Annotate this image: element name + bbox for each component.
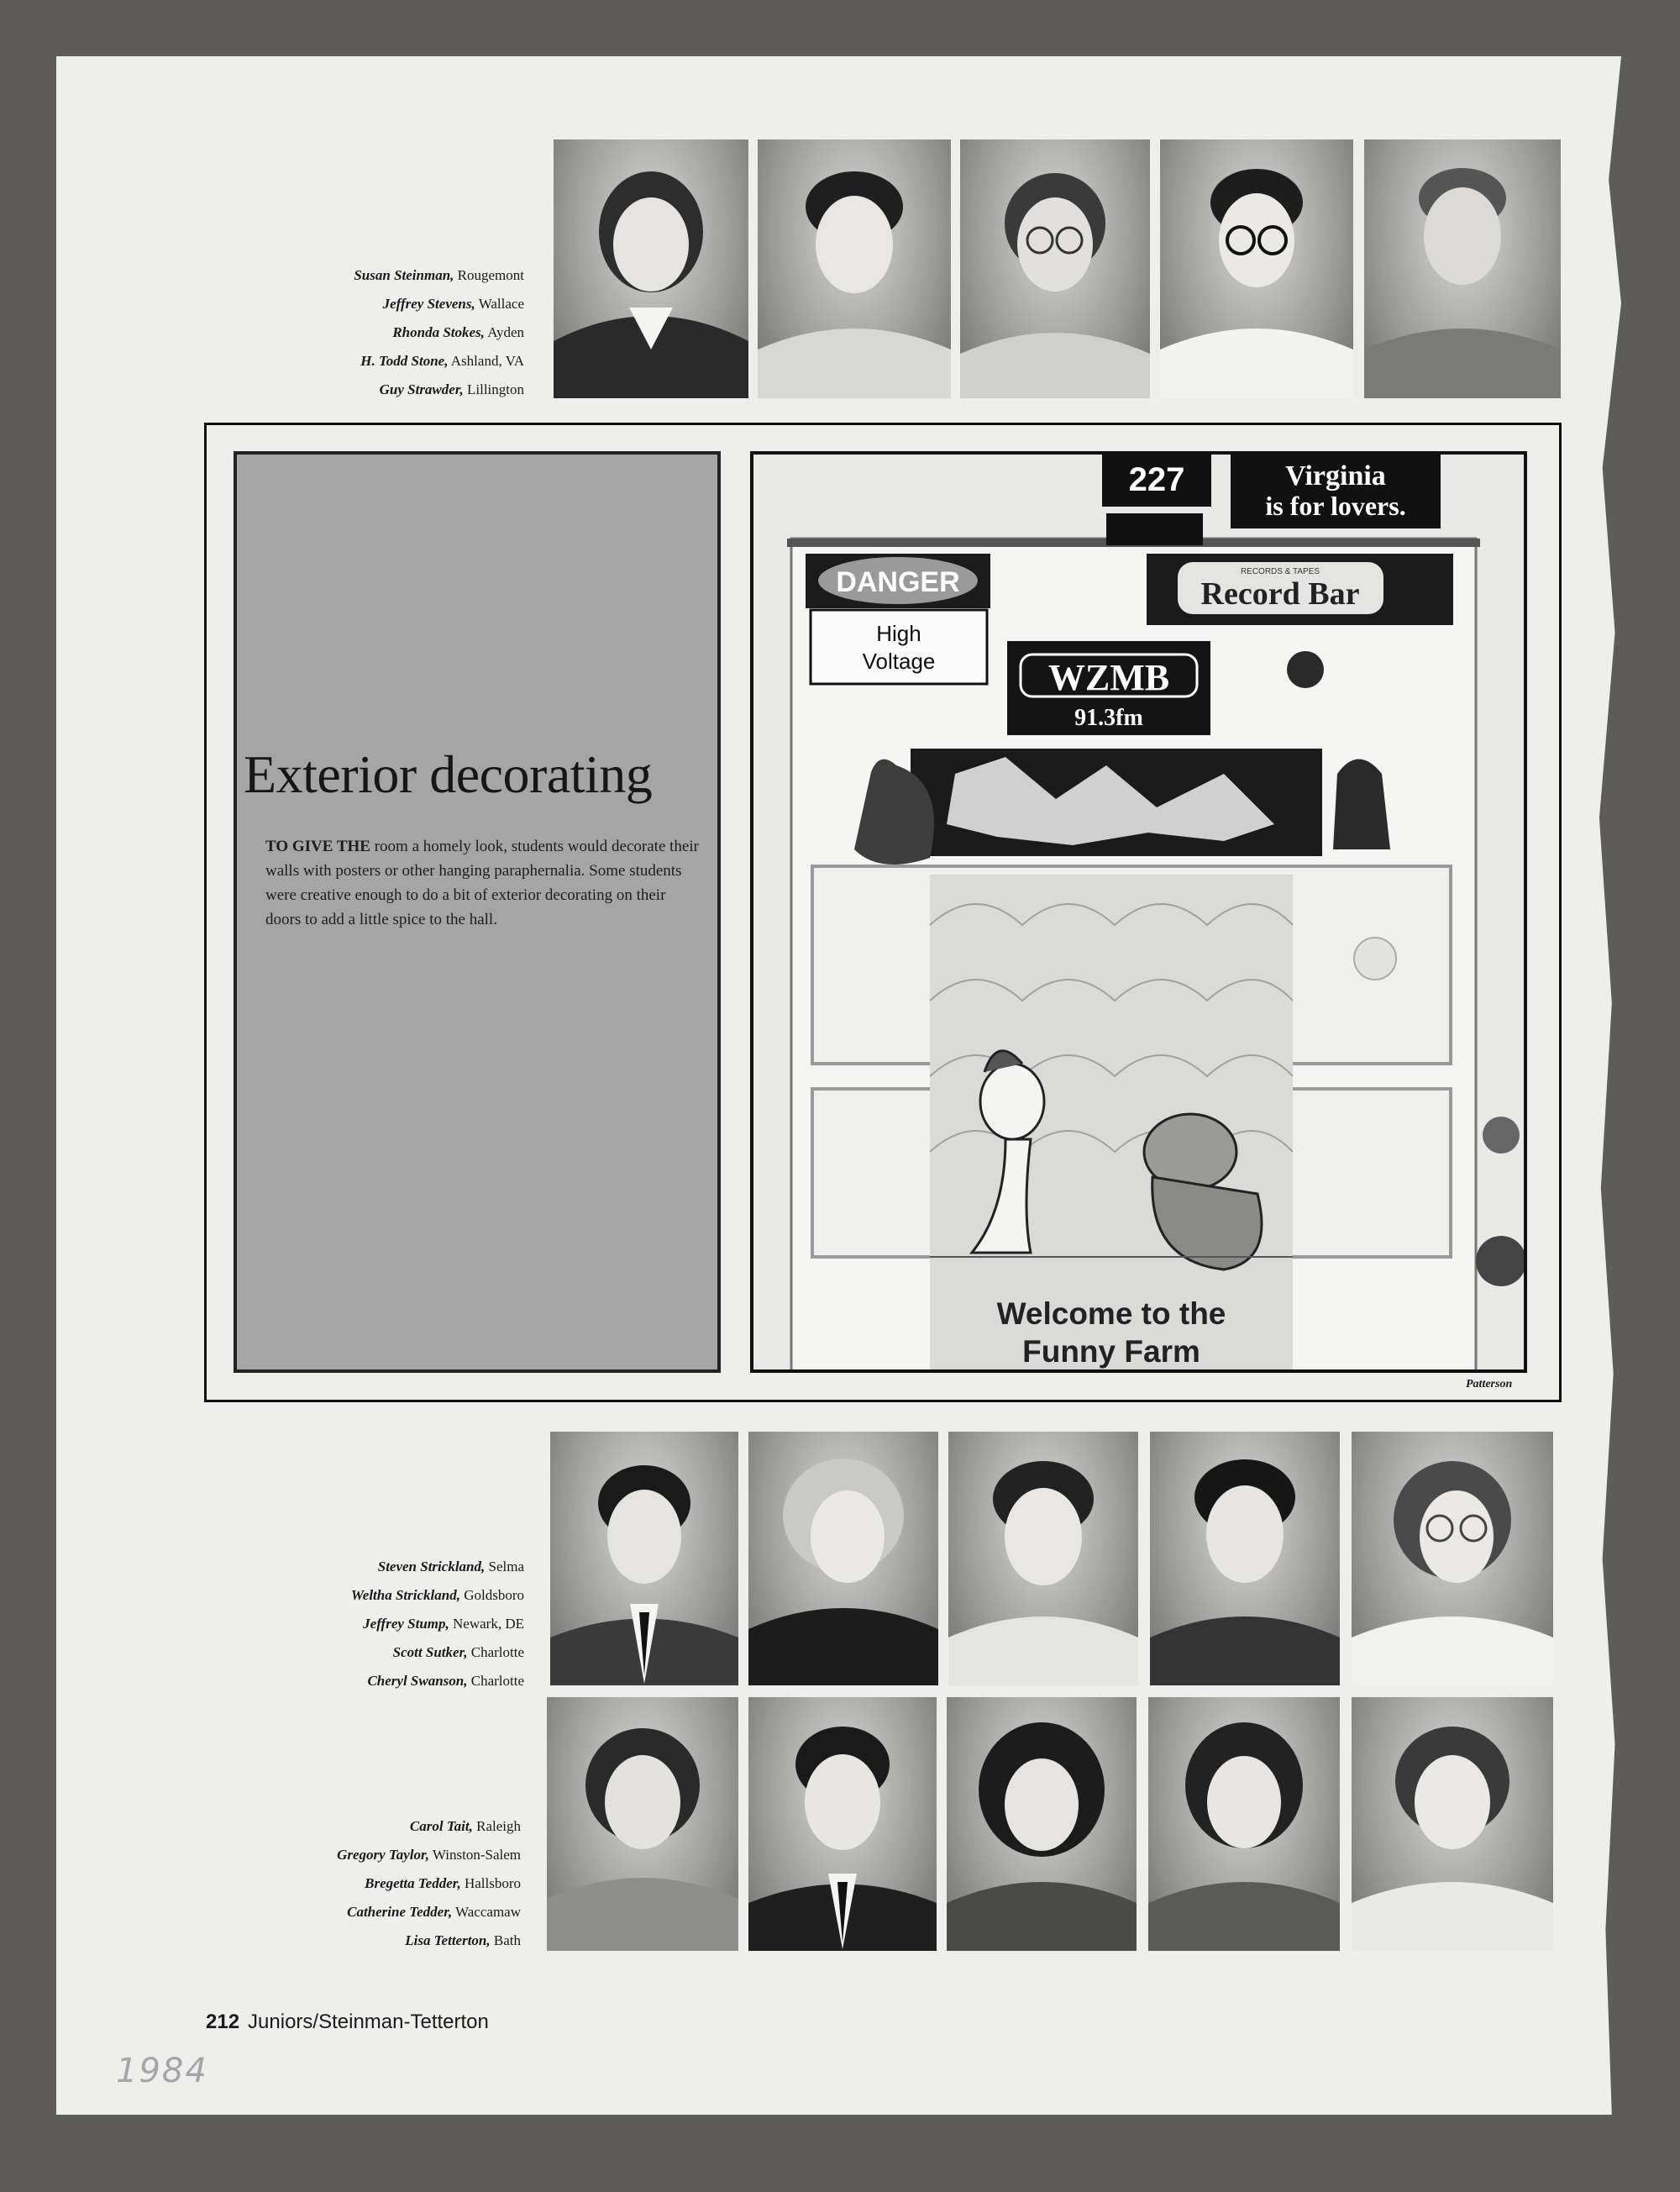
feature-body: TO GIVE THE room a homely look, students would decorate their walls with posters or other hanging paraphernalia. Some students were creative enough to do a bit of exterior decorating on their doors to add a little spice to the hall. xyxy=(265,838,699,928)
portrait-catherine-tedder xyxy=(1148,1697,1340,1951)
handwritten-year: 1984 xyxy=(116,2052,208,2090)
portrait-carol-tait xyxy=(547,1697,738,1951)
portrait-h-todd-stone xyxy=(1160,139,1353,398)
bottom-name-list xyxy=(286,1812,521,1955)
name-row: Steven Strickland, Selma xyxy=(377,1559,524,1574)
name-row: Weltha Strickland, Goldsboro xyxy=(350,1587,524,1603)
name-row: Gregory Taylor, Winston-Salem xyxy=(337,1847,521,1863)
name-row: Carol Tait, Raleigh xyxy=(409,1818,521,1834)
record-bar-sign: Record Bar xyxy=(1200,576,1360,612)
section-title: Juniors/Steinman-Tetterton xyxy=(248,2011,489,2033)
feature-headline: Exterior decorating xyxy=(244,744,653,804)
poster-line2: Funny Farm xyxy=(1022,1334,1200,1369)
portrait-guy-strawder xyxy=(1364,139,1561,398)
virginia-sign-line1: Virginia xyxy=(1285,460,1386,491)
name-row: Rhonda Stokes, Ayden xyxy=(392,324,524,340)
portrait-jeffrey-stump xyxy=(948,1432,1138,1685)
portrait-gregory-taylor xyxy=(748,1697,937,1951)
portrait-bregetta-tedder xyxy=(947,1697,1137,1951)
name-row: Lisa Tetterton, Bath xyxy=(405,1932,521,1948)
portrait-jeffrey-stevens xyxy=(758,139,951,398)
wzmb-call-letters: WZMB xyxy=(1047,657,1170,698)
name-row: Guy Strawder, Lillington xyxy=(379,381,524,397)
photo-credit: Patterson xyxy=(1466,1378,1513,1390)
portrait-scott-sutker xyxy=(1150,1432,1340,1685)
name-row: Catherine Tedder, Waccamaw xyxy=(347,1904,521,1920)
virginia-sign-line2: is for lovers. xyxy=(1265,491,1406,521)
name-row: Scott Sutker, Charlotte xyxy=(392,1644,524,1660)
name-row: H. Todd Stone, Ashland, VA xyxy=(360,353,524,369)
poster-line1: Welcome to the xyxy=(996,1296,1226,1331)
portrait-susan-steinman xyxy=(554,139,748,398)
name-row: Jeffrey Stevens, Wallace xyxy=(382,296,524,312)
portrait-steven-strickland xyxy=(550,1432,738,1685)
name-row: Bregetta Tedder, Hallsboro xyxy=(365,1875,521,1891)
room-number: 227 xyxy=(1128,461,1185,498)
page-number: 212 xyxy=(206,2011,240,2033)
top-name-list xyxy=(286,261,524,404)
record-bar-small: RECORDS & TAPES xyxy=(1240,567,1320,576)
portrait-weltha-strickland xyxy=(748,1432,938,1685)
wzmb-frequency: 91.3fm xyxy=(1074,705,1143,731)
page-folio xyxy=(206,2011,489,2034)
middle-name-list xyxy=(286,1553,524,1695)
door-photo xyxy=(750,451,1527,1373)
name-row: Jeffrey Stump, Newark, DE xyxy=(363,1616,524,1632)
name-row: Cheryl Swanson, Charlotte xyxy=(367,1673,524,1689)
name-row: Susan Steinman, Rougemont xyxy=(354,267,524,283)
portrait-rhonda-stokes xyxy=(960,139,1150,398)
danger-sub-high: High xyxy=(876,621,921,646)
danger-sign: DANGER xyxy=(836,566,960,598)
danger-sub-voltage: Voltage xyxy=(862,649,936,674)
portrait-cheryl-swanson xyxy=(1352,1432,1553,1685)
portrait-lisa-tetterton xyxy=(1352,1697,1553,1951)
